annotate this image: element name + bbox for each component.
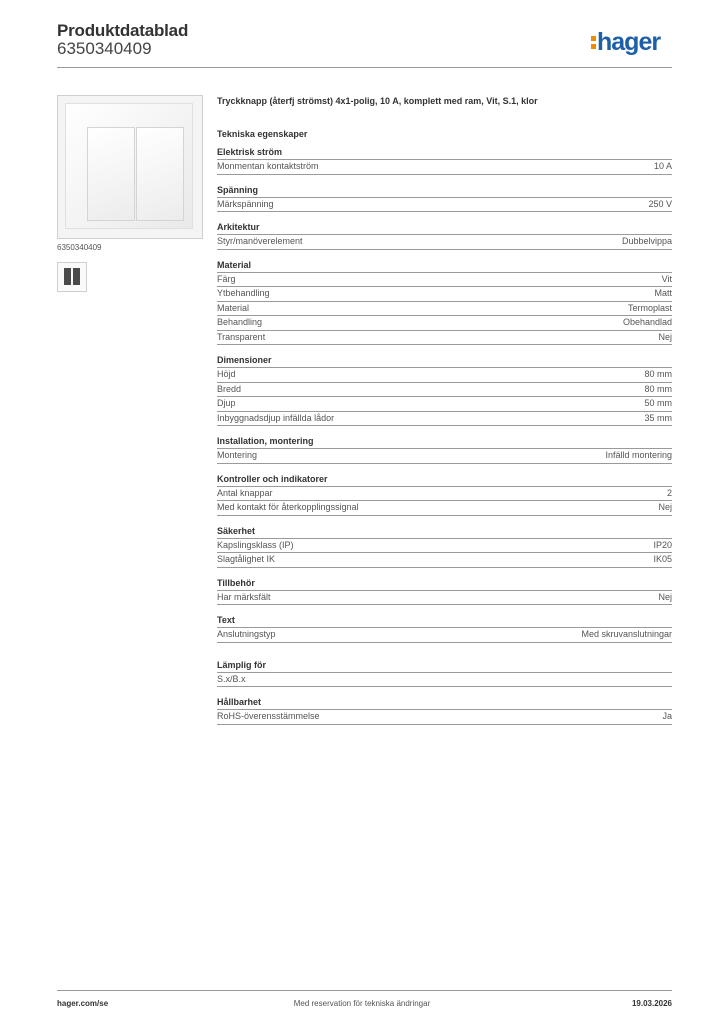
footer-divider [57, 990, 672, 991]
spec-label: Märkspänning [217, 198, 274, 209]
product-number: 6350340409 [57, 39, 152, 58]
section-heading: Tekniska egenskaper [217, 129, 308, 139]
spec-group [217, 260, 672, 346]
footer-date: 19.03.2026 [631, 999, 672, 1008]
spec-value: 80 mm [644, 369, 672, 379]
spec-value: 80 mm [644, 383, 672, 394]
image-caption: 6350340409 [57, 243, 102, 252]
spec-row [217, 316, 672, 331]
spec-row [217, 412, 672, 427]
spec-group-title: Arkitektur [217, 222, 672, 235]
spec-label: Monmentan kontaktström [217, 161, 319, 171]
spec-value: Infälld montering [605, 450, 672, 460]
spec-row [217, 449, 672, 464]
spec-row [217, 673, 672, 688]
spec-group-title: Kontroller och indikatorer [217, 474, 672, 487]
spec-label: Inbyggnadsdjup infällda lådor [217, 412, 335, 423]
spec-groups [217, 147, 672, 725]
spec-group [217, 615, 672, 643]
spec-label: Djup [217, 398, 236, 408]
spec-label: RoHS-överensstämmelse [217, 711, 320, 721]
spec-value: 10 A [653, 161, 672, 171]
hager-logo[interactable] [591, 28, 660, 57]
spec-row [217, 487, 672, 502]
spec-value: Matt [654, 288, 672, 298]
spec-label: Styr/manöverelement [217, 236, 303, 246]
spec-group-title: Elektrisk ström [217, 147, 672, 160]
header-divider [57, 67, 672, 68]
product-thumbnail[interactable] [57, 262, 87, 292]
spec-label: Höjd [217, 369, 236, 379]
spec-value: Med skruvanslutningar [581, 629, 672, 639]
spec-row [217, 397, 672, 412]
spec-label: Färg [217, 273, 236, 284]
spec-group [217, 474, 672, 516]
spec-label: Anslutningstyp [217, 629, 276, 639]
spec-label: Kapslingsklass (IP) [217, 539, 294, 550]
spec-label: Med kontakt för återkopplingssignal [217, 502, 359, 512]
spec-group [217, 355, 672, 426]
page-title: Produktdatablad [57, 21, 189, 40]
spec-row [217, 331, 672, 346]
rocker-left-icon [87, 127, 135, 221]
spec-label: Transparent [217, 331, 266, 342]
spec-label: Behandling [217, 317, 263, 327]
spec-value: Nej [658, 331, 672, 342]
product-description: Tryckknapp (återfj strömst) 4x1-polig, 10 A, komplett med ram, Vit, S.1, klor [217, 96, 538, 106]
spec-row [217, 273, 672, 288]
spec-group [217, 526, 672, 568]
footer-disclaimer: Med reservation för tekniska ändringar [293, 999, 431, 1008]
spec-value: 50 mm [644, 398, 672, 408]
spec-value: Vit [661, 273, 672, 284]
spec-label: Slagtålighet IK [217, 554, 276, 564]
spec-row [217, 539, 672, 554]
spec-group [217, 222, 672, 250]
spec-group-title: Hållbarhet [217, 697, 672, 710]
spec-content [217, 96, 672, 735]
spec-value: IK05 [653, 554, 672, 564]
spec-label: S.x/B.x [217, 673, 246, 684]
spec-row [217, 302, 672, 317]
spec-value: Ja [662, 711, 672, 721]
spec-value: IP20 [653, 539, 672, 550]
spec-row [217, 383, 672, 398]
spec-value: Dubbelvippa [621, 236, 672, 246]
spec-row [217, 160, 672, 175]
spec-group [217, 660, 672, 688]
spec-group-title: Material [217, 260, 672, 273]
spec-row [217, 553, 672, 568]
spec-row [217, 501, 672, 516]
spec-label: Antal knappar [217, 487, 273, 498]
spec-label: Ytbehandling [217, 288, 270, 298]
spec-group [217, 185, 672, 213]
spec-row [217, 368, 672, 383]
logo-text: hager [597, 28, 661, 56]
spec-value: Termoplast [627, 302, 672, 313]
rocker-right-icon [136, 127, 184, 221]
footer-website-link[interactable]: hager.com/se [57, 999, 109, 1008]
spec-group-title: Installation, montering [217, 436, 672, 449]
spec-row [217, 287, 672, 302]
spec-group [217, 147, 672, 175]
spec-group-title: Spänning [217, 185, 672, 198]
spec-group [217, 578, 672, 606]
spec-value: Nej [658, 502, 672, 512]
spec-label: Material [217, 302, 250, 313]
spec-row [217, 235, 672, 250]
product-image[interactable] [57, 95, 203, 239]
spec-group-title: Dimensioner [217, 355, 672, 368]
spec-group [217, 436, 672, 464]
spec-row [217, 710, 672, 725]
spec-label: Montering [217, 450, 258, 460]
spec-value: Nej [658, 591, 672, 602]
spec-label: Bredd [217, 383, 242, 394]
spec-group-title: Tillbehör [217, 578, 672, 591]
spec-value: Obehandlad [622, 317, 672, 327]
spec-value: 2 [666, 487, 672, 498]
logo-dots-icon [591, 35, 596, 50]
spec-group [217, 697, 672, 725]
spec-row [217, 591, 672, 606]
spec-group-title: Säkerhet [217, 526, 672, 539]
spec-row [217, 198, 672, 213]
spec-value: 35 mm [644, 412, 672, 423]
spec-group-title: Text [217, 615, 672, 628]
spec-label: Har märksfält [217, 591, 271, 602]
spec-row [217, 628, 672, 643]
spec-value: 250 V [648, 198, 672, 209]
spec-group-title: Lämplig för [217, 660, 672, 673]
switch-frame-icon [65, 103, 193, 229]
